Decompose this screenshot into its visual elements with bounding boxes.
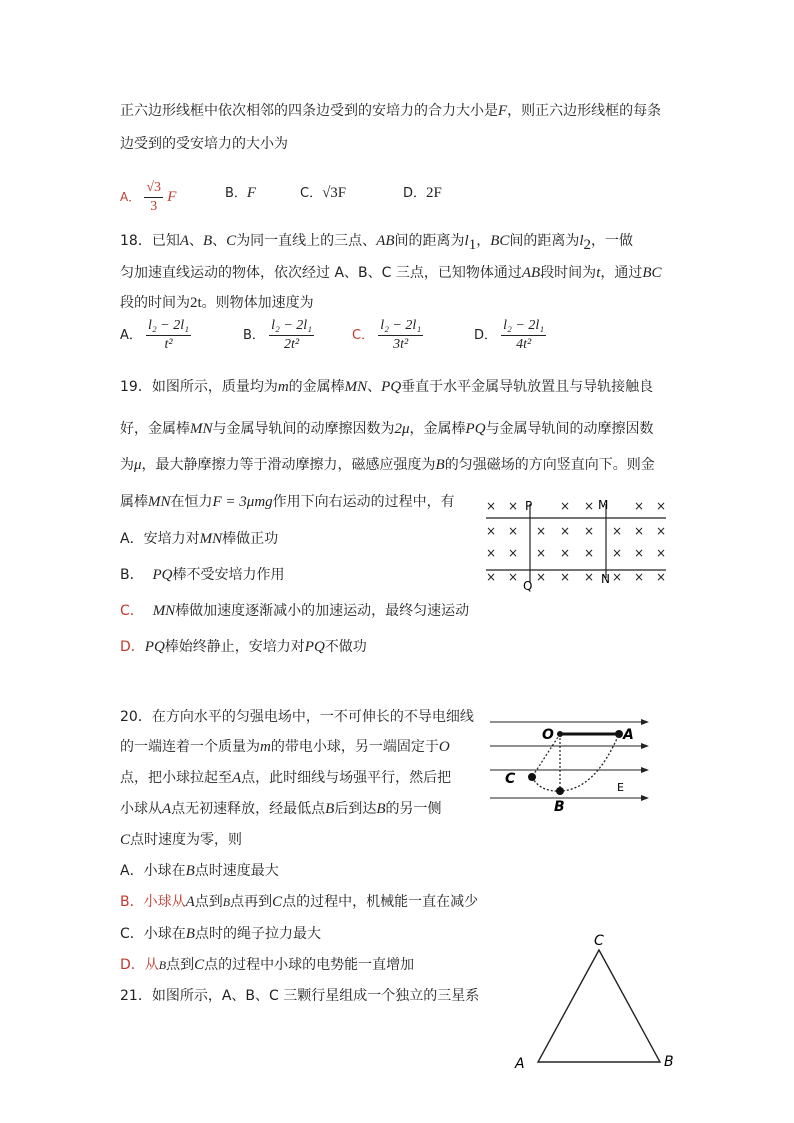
q19-option-d: D．PQ棒始终静止，安培力对PQ不做功: [120, 639, 367, 655]
field-cross: ×: [656, 570, 667, 584]
q20-option-d: D．从B点到C点的过程中小球的电势能一直增加: [120, 957, 415, 973]
q20-line-4: 小球从A点无初速释放，经最低点B后到达B的另一侧: [120, 801, 442, 817]
field-cross: ×: [634, 546, 645, 560]
field-cross: ×: [584, 570, 595, 584]
field-cross: ×: [560, 546, 571, 560]
q20-option-c: C．小球在B点时的绳子拉力最大: [120, 926, 321, 942]
field-cross: ×: [584, 499, 595, 513]
magnetic-field-crosses: [486, 499, 666, 584]
field-cross: ×: [508, 524, 519, 538]
q19-option-b: B． PQ棒不受安培力作用: [120, 567, 285, 583]
q20-option-a: A．小球在B点时速度最大: [120, 863, 279, 879]
label-q: Q: [523, 579, 533, 593]
q17-line-2: 边受到的受安培力的大小为: [120, 136, 288, 152]
field-cross: ×: [612, 524, 623, 538]
label-e: E: [617, 781, 624, 794]
field-cross: ×: [656, 524, 667, 538]
q21-line-1: 21．如图所示，A、B、C 三颗行星组成一个独立的三星系: [120, 988, 480, 1004]
field-cross: ×: [536, 570, 547, 584]
vertex-a: A: [515, 1056, 525, 1072]
q18-option-c: C． $\frac{\text{l₂ − 2l₁}}{\text{3t²}}$: [352, 318, 422, 352]
vertex-b: B: [664, 1054, 674, 1070]
field-cross: ×: [634, 570, 645, 584]
q21-triangle-figure: [510, 930, 685, 1075]
q17-option-a: A． $\frac{√3}{3}$ F: [120, 180, 177, 214]
q17-option-d: D．2F: [403, 185, 442, 201]
q18-line-2: 匀加速直线运动的物体，依次经过 A、B、C 三点，已知物体通过AB段时间为t，通过BC: [120, 265, 662, 281]
field-cross: ×: [560, 570, 571, 584]
label-a: A: [623, 727, 634, 743]
q19-option-a: A．安培力对MN棒做正功: [120, 531, 279, 547]
field-cross: ×: [486, 499, 497, 513]
field-cross: ×: [612, 570, 623, 584]
field-cross: ×: [486, 524, 497, 538]
q19-line-2: 好，金属棒MN与金属导轨间的动摩擦因数为2μ，金属棒PQ与金属导轨间的动摩擦因数: [120, 421, 654, 437]
q17-option-c: C．√3F: [300, 185, 347, 201]
field-cross: ×: [508, 570, 519, 584]
q19-line-3: 为μ，最大静摩擦力等于滑动摩擦力，磁感应强度为B的匀强磁场的方向竖直向下。则金: [120, 457, 655, 473]
q18-line-1: 18．已知A、B、C为同一直线上的三点、AB间的距离为$l_1$，BC间的距离为$l_2$，一做: [120, 233, 634, 253]
field-cross: ×: [560, 499, 571, 513]
q17-line-1: 正六边形线框中依次相邻的四条边受到的安培力的合力大小是F，则正六边形线框的每条: [120, 103, 662, 119]
field-cross: ×: [656, 546, 667, 560]
vertex-c: C: [594, 933, 604, 949]
q19-option-c: C． MN棒做加速度逐渐减小的加速运动，最终匀速运动: [120, 603, 470, 619]
field-cross: ×: [584, 524, 595, 538]
q18-line-3: 段的时间为2t。则物体加速度为: [120, 295, 314, 311]
q18-option-b: B． $\frac{\text{l₂ − 2l₁}}{\text{2t²}}$: [243, 318, 313, 352]
label-b: B: [554, 799, 565, 815]
field-cross: ×: [536, 546, 547, 560]
ball-c: [528, 773, 536, 781]
ball-a: [615, 730, 623, 738]
field-cross: ×: [560, 524, 571, 538]
q18-option-d: D． $\frac{\text{l₂ − 2l₁}}{\text{4t²}}$: [474, 318, 545, 352]
field-cross: ×: [486, 570, 497, 584]
q20-option-b: B．小球从A点到B点再到C点的过程中，机械能一直在减少: [120, 894, 479, 910]
triangle-abc: [538, 950, 660, 1062]
label-n: N: [601, 572, 610, 586]
q19-rails-figure: [484, 494, 674, 594]
q20-line-2: 的一端连着一个质量为m的带电小球，另一端固定于O: [120, 739, 450, 755]
q20-pendulum-figure: [490, 712, 660, 820]
q18-option-a: A． $\frac{\text{l₂ − 2l₁}}{\text{t²}}$: [120, 318, 190, 352]
q20-line-1: 20．在方向水平的匀强电场中，一不可伸长的不导电细线: [120, 709, 474, 725]
q19-line-4: 属棒MN在恒力F = 3μmg作用下向右运动的过程中，有: [120, 494, 455, 510]
q20-line-3: 点，把小球拉起至A点，此时细线与场强平行，然后把: [120, 770, 452, 786]
q19-line-1: 19．如图所示，质量均为m的金属棒MN、PQ垂直于水平金属导轨放置且与导轨接触良: [120, 379, 654, 395]
field-cross: ×: [634, 524, 645, 538]
field-cross: ×: [486, 546, 497, 560]
field-cross: ×: [508, 499, 519, 513]
field-cross: ×: [612, 546, 623, 560]
field-cross: ×: [634, 499, 645, 513]
ball-b: [556, 787, 564, 795]
field-cross: ×: [536, 524, 547, 538]
q20-line-5: C点时速度为零，则: [120, 832, 243, 848]
label-o: O: [542, 727, 554, 743]
label-p: P: [525, 499, 533, 513]
label-c: C: [505, 771, 516, 787]
q17-option-b: B．F: [225, 185, 257, 201]
field-cross: ×: [656, 499, 667, 513]
label-m: M: [598, 498, 609, 512]
field-cross: ×: [508, 546, 519, 560]
field-cross: ×: [584, 546, 595, 560]
